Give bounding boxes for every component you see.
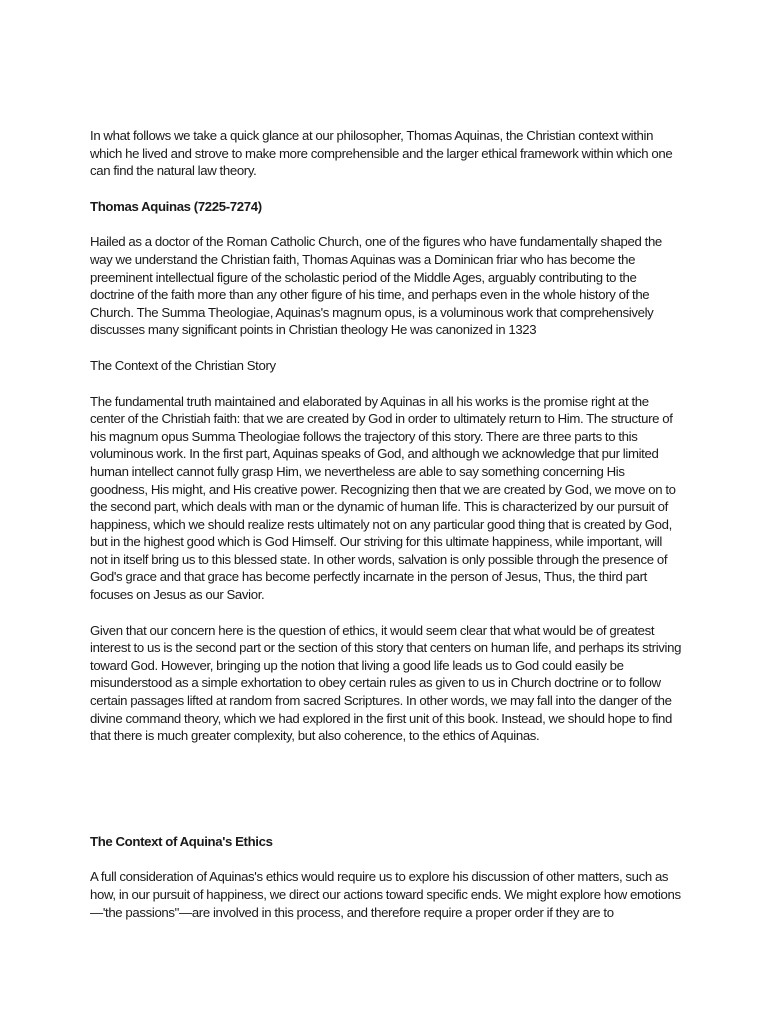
subheading-christian-story: The Context of the Christian Story [90,357,276,373]
biography-paragraph: Hailed as a doctor of the Roman Catholic Church, one of the figures who have fundamentally shaped the way we understand the Christian faith, Thomas Aquinas was a Dominican friar who has become the preeminent intellectual figure of the scholastic period of the Middle Ages, arguably contributing to the doctrine of the faith more than any other figure of his time, and perhaps even in the whole history of the Church. The Summa Theologiae, Aquinas's magnum opus, is a voluminous work that comprehensively discusses many significant points in Christian theology He was canonized in 1323 [90,234,662,338]
christian-story-paragraph: The fundamental truth maintained and elaborated by Aquinas in all his works is the promise right at the center of the Christiah faith: that we are created by God in order to ultimately return to Him. The structure of his magnum opus Summa Theologiae follows the trajectory of this story. There are three parts to this voluminous work. In the first part, Aquinas speaks of God, and although we acknowledge that pur limited human intellect cannot fully grasp Him, we nevertheless are able to say something concerning His goodness, His might, and His creative power. Recognizing then that we are created by God, we move on to the second part, which deals with man or the dynamic of human life. This is characterized by our pursuit of happiness, which we should realize rests ultimately not on any particular good thing that is created by God, but in the highest good which is God Himself. Our striving for this ultimate happiness, while important, will not in itself bring us to this blessed state. In other words, salvation is only possible through the presence of God's grace and that grace has become perfectly incarnate in the person of Jesus, Thus, the third part focuses on Jesus as our Savior. [90,393,676,603]
section-heading-thomas-aquinas: Thomas Aquinas (7225-7274) [90,198,262,214]
intro-paragraph: In what follows we take a quick glance at our philosopher, Thomas Aquinas, the Christian context within which he lived and strove to make more comprehensible and the larger ethical framework within which one can find the natural law theory. [90,128,673,179]
context-paragraph: A full consideration of Aquinas's ethics would require us to explore his discussion of other matters, such as how, in our pursuit of happiness, we direct our actions toward specific ends. We might explore how emotions—'the passions"—are involved in this process, and therefore require a proper order if they are to [90,869,681,920]
document-page [90,127,682,921]
section-heading-context-ethics: The Context of Aquina's Ethics [90,833,273,849]
ethics-paragraph: Given that our concern here is the question of ethics, it would seem clear that what would be of greatest interest to us is the second part or the section of this story that centers on human life, and perhaps its striving toward God. However, bringing up the notion that living a good life leads us to God could easily be misunderstood as a simple exhortation to obey certain rules as given to us in Church doctrine or to follow certain passages lifted at random from sacred Scriptures. In other words, we may fall into the danger of the divine command theory, which we had explored in the first unit of this book. Instead, we should hope to find that there is much greater complexity, but also coherence, to the ethics of Aquinas. [90,622,682,744]
